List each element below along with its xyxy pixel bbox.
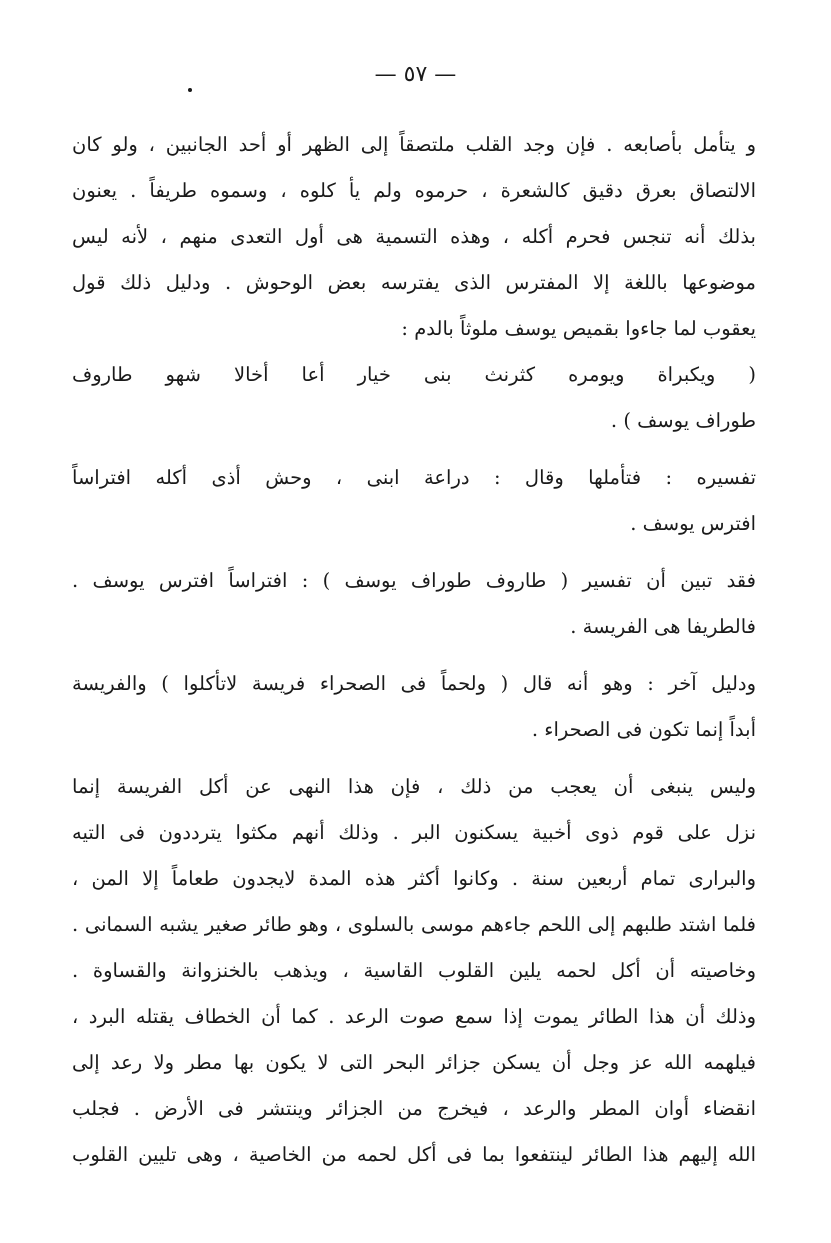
body-text [72,122,756,1178]
text-line: و يتأمل بأصابعه . فإن وجد القلب ملتصقاً إلى الظهر أو أحد الجانبين ، ولو كان [72,133,756,156]
text-line: الله إليهم هذا الطائر لينتفعوا بما فى أكل لحمه من الخاصية ، وهى تليين القلوب [72,1143,756,1166]
ink-speck [188,88,192,92]
text-line: ( ويكبراة ويومره كثرنث بنى خيار أعا أخالا شهو طاروف [72,363,756,386]
text-line: وخاصيته أن أكل لحمه يلين القلوب القاسية ، ويذهب بالخنزوانة والقساوة . [72,959,756,982]
paragraph-gap [72,753,756,764]
paragraph-gap [72,547,756,558]
text-line: افترس يوسف . [630,512,756,535]
text-line: فقد تبين أن تفسير ( طاروف طوراف يوسف ) : افتراساً افترس يوسف . [72,569,756,592]
text-line: فلما اشتد طلبهم إلى اللحم جاءهم موسى بالسلوى ، وهو طائر صغير يشبه السمانى . [72,913,756,936]
text-line: يعقوب لما جاءوا بقميص يوسف ملوثاً بالدم : [401,317,756,340]
text-line: طوراف يوسف ) . [610,409,756,432]
text-line: أبداً إنما تكون فى الصحراء . [531,718,756,741]
paragraph-gap [72,650,756,661]
text-line: موضوعها باللغة إلا المفترس الذى يفترسه بعض الوحوش . ودليل ذلك قول [72,271,756,294]
text-line: وليس ينبغى أن يعجب من ذلك ، فإن هذا النهى عن أكل الفريسة إنما [72,775,756,798]
text-line: انقضاء أوان المطر والرعد ، فيخرج من الجزائر وينتشر فى الأرض . فجلب [72,1097,756,1120]
text-line: فيلهمه الله عز وجل أن يسكن جزائر البحر التى لا يكون بها مطر ولا رعد إلى [72,1051,756,1074]
text-line: ودليل آخر : وهو أنه قال ( ولحماً فى الصحراء فريسة لاتأكلوا ) والفريسة [72,672,756,695]
text-line: والبرارى تمام أربعين سنة . وكانوا أكثر هذه المدة لايجدون طعاماً إلا المن ، [72,867,756,890]
text-line: بذلك أنه تنجس فحرم أكله ، وهذه التسمية هى أول التعدى منهم ، لأنه ليس [72,225,756,248]
text-line: وذلك أن هذا الطائر يموت إذا سمع صوت الرعد . كما أن الخطاف يقتله البرد ، [72,1005,756,1028]
text-line: الالتصاق بعرق دقيق كالشعرة ، حرموه ولم يأ كلوه ، وسموه طريفاً . يعنون [72,179,756,202]
paragraph-gap [72,444,756,455]
text-line: فالطريفا هى الفريسة . [570,615,756,638]
page-number: — ٥٧ — [374,62,457,87]
text-line: نزل على قوم ذوى أخبية يسكنون البر . وذلك أنهم مكثوا يترددون فى التيه [72,821,756,844]
text-line: تفسيره : فتأملها وقال : دراعة ابنى ، وحش أذى أكله افتراساً [72,466,756,489]
